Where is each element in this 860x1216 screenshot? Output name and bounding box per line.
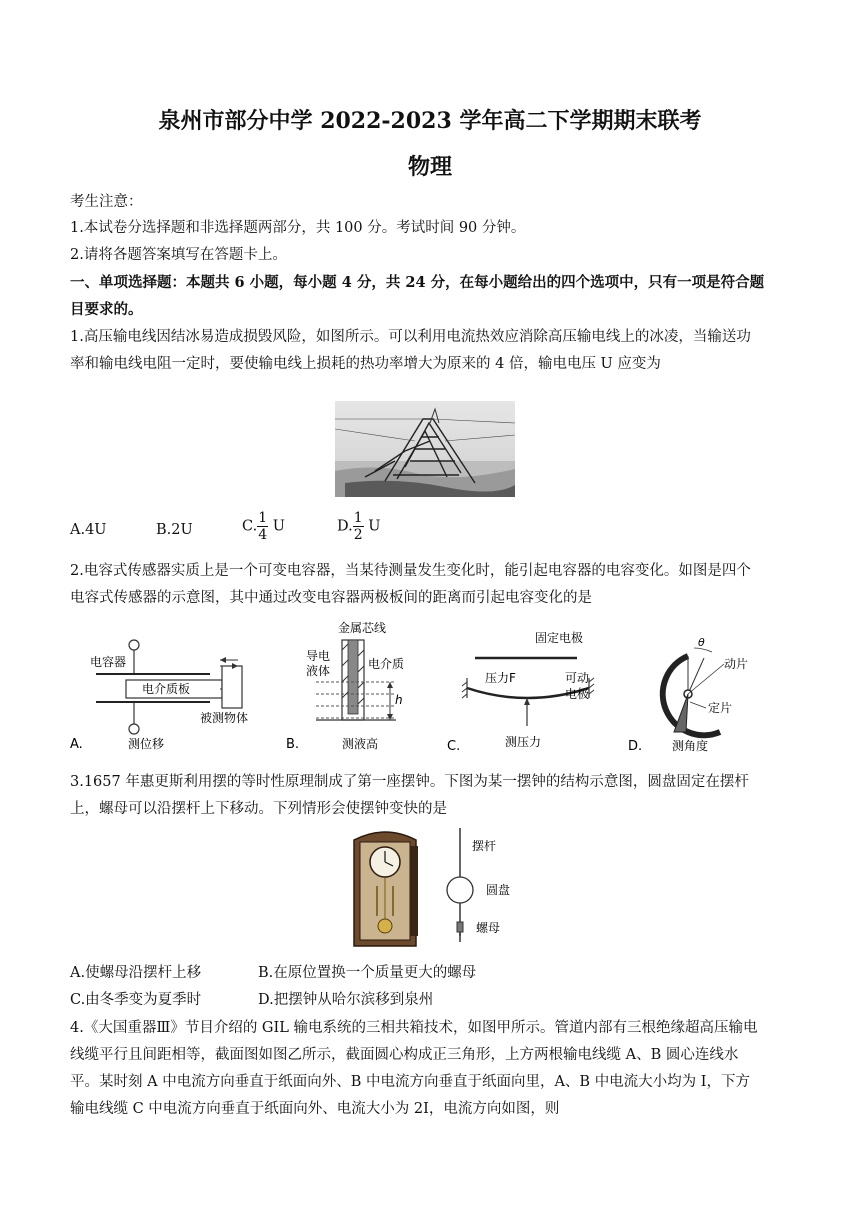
q2-figure-b-liquid-label-1: 导电	[306, 649, 331, 663]
q2-figure-c-letter: C.	[447, 739, 461, 754]
q2-figure-d	[628, 636, 788, 758]
q2-figure-d-moving-label: 动片	[724, 657, 749, 671]
q1-option-d-numerator: 1	[353, 510, 363, 526]
q3-label-rod: 摆杆	[472, 839, 497, 853]
q1-option-d-fraction	[353, 510, 364, 543]
q1-option-c-prefix: C.	[242, 518, 258, 535]
q2-figure-c-force-label: 压力F	[485, 671, 516, 685]
q4-text-line-1: 4.《大国重器Ⅲ》节目介绍的 GIL 输电系统的三相共箱技术，如图甲所示。管道内部有三根绝缘超高压输电	[70, 1020, 758, 1036]
q1-text-line-1: 1.高压输电线因结冰易造成损毁风险，如图所示。可以利用电流热效应消除高压输电线上的冰凌，当输送功	[70, 329, 751, 345]
notice-item-1: 1.本试卷分选择题和非选择题两部分，共 100 分。考试时间 90 分钟。	[70, 220, 526, 236]
q1-text-line-2: 率和输电线电阻一定时，要使输电线上损耗的热功率增大为原来的 4 倍，输电电压 U 应变为	[70, 356, 661, 372]
q2-figure-a-dielectric-label: 电介质板	[142, 682, 191, 696]
q3-option-c: C.由冬季变为夏季时	[70, 992, 202, 1008]
q2-figure-d-caption: 测角度	[672, 739, 709, 753]
q2-figure-a-object-label: 被测物体	[200, 711, 249, 725]
q2-figure-b-h-label: h	[395, 693, 403, 707]
q2-figure-a-capacitor-label: 电容器	[90, 655, 127, 669]
exam-title: 泉州市部分中学 2022-2023 学年高二下学期期末联考	[158, 108, 702, 134]
q1-option-d-denominator: 2	[353, 527, 363, 543]
q2-figure-b	[286, 620, 436, 760]
q2-figure-c	[447, 626, 617, 758]
q3-option-a: A.使螺母沿摆杆上移	[70, 965, 202, 981]
q2-figure-b-core-label: 金属芯线	[338, 621, 387, 635]
q1-option-b: B.2U	[156, 522, 193, 538]
notice-item-2: 2.请将各题答案填写在答题卡上。	[70, 247, 287, 263]
subject-title: 物理	[407, 154, 452, 180]
q3-label-nut: 螺母	[476, 921, 501, 935]
notice-heading: 考生注意：	[70, 194, 143, 210]
q1-option-a: A.4U	[70, 522, 107, 538]
q2-figure-c-movable-label-1: 可动	[565, 671, 590, 685]
q1-option-c-numerator: 1	[258, 510, 268, 526]
q2-figure-b-dielectric-label: 电介质	[368, 657, 405, 671]
q4-text-line-2: 线缆平行且间距相等，截面图如图乙所示，截面圆心构成正三角形，上方两根输电线缆 A、B 圆心连线水	[70, 1047, 739, 1063]
q3-text-line-1: 3.1657 年惠更斯利用摆的等时性原理制成了第一座摆钟。下图为某一摆钟的结构示意图，圆盘固定在摆杆	[70, 774, 749, 790]
q1-option-c-fraction	[257, 510, 268, 543]
q2-figure-b-letter: B.	[286, 737, 300, 752]
q2-text-line-2: 电容式传感器的示意图，其中通过改变电容器两极板间的距离而引起电容变化的是	[70, 590, 592, 606]
q4-text-line-3: 平。某时刻 A 中电流方向垂直于纸面向外、B 中电流方向垂直于纸面向里，A、B 中电流大小均为 I，下方	[70, 1074, 751, 1090]
q2-figure-b-caption: 测液高	[342, 737, 379, 751]
q1-option-d-suffix: U	[368, 518, 381, 535]
q2-figure-a-caption: 测位移	[128, 737, 165, 751]
q3-text-line-2: 上，螺母可以沿摆杆上下移动。下列情形会使摆钟变快的是	[70, 801, 447, 817]
q2-figure-c-fixed-label: 固定电极	[535, 631, 584, 645]
q2-figure-c-caption: 测压力	[505, 735, 542, 749]
q4-text-line-4: 输电线缆 C 中电流方向垂直于纸面向外、电流大小为 2I，电流方向如图，则	[70, 1101, 560, 1117]
q2-figure-a-letter: A.	[70, 737, 83, 752]
q3-option-d: D.把摆钟从哈尔滨移到泉州	[258, 992, 434, 1008]
q3-label-disk: 圆盘	[486, 883, 511, 897]
q2-figure-b-liquid-label-2: 液体	[306, 664, 331, 678]
q3-pendulum-diagram	[432, 824, 542, 948]
q1-tower-photo	[335, 401, 515, 497]
q1-option-c	[242, 510, 285, 543]
q1-option-d-prefix: D.	[337, 518, 353, 535]
q1-option-c-denominator: 4	[258, 527, 268, 543]
q2-figure-d-letter: D.	[628, 739, 643, 754]
q2-text-line-1: 2.电容式传感器实质上是一个可变电容器，当某待测量发生变化时，能引起电容器的电容变化。如图是四个	[70, 563, 751, 579]
q2-figure-d-theta-label: θ	[698, 636, 705, 649]
q1-option-c-suffix: U	[272, 518, 285, 535]
q2-figure-d-fixed-label: 定片	[708, 701, 733, 715]
section-heading-line-2: 目要求的。	[70, 301, 143, 318]
q3-option-b: B.在原位置换一个质量更大的螺母	[258, 965, 477, 981]
q2-figure-a	[70, 636, 280, 758]
q2-figure-c-movable-label-2: 电极	[565, 687, 590, 701]
section-heading-line-1: 一、单项选择题：本题共 6 小题，每小题 4 分，共 24 分，在每小题给出的四个选项中，只有一项是符合题	[70, 274, 765, 291]
q3-clock-photo	[350, 826, 420, 948]
q1-option-d	[337, 510, 380, 543]
